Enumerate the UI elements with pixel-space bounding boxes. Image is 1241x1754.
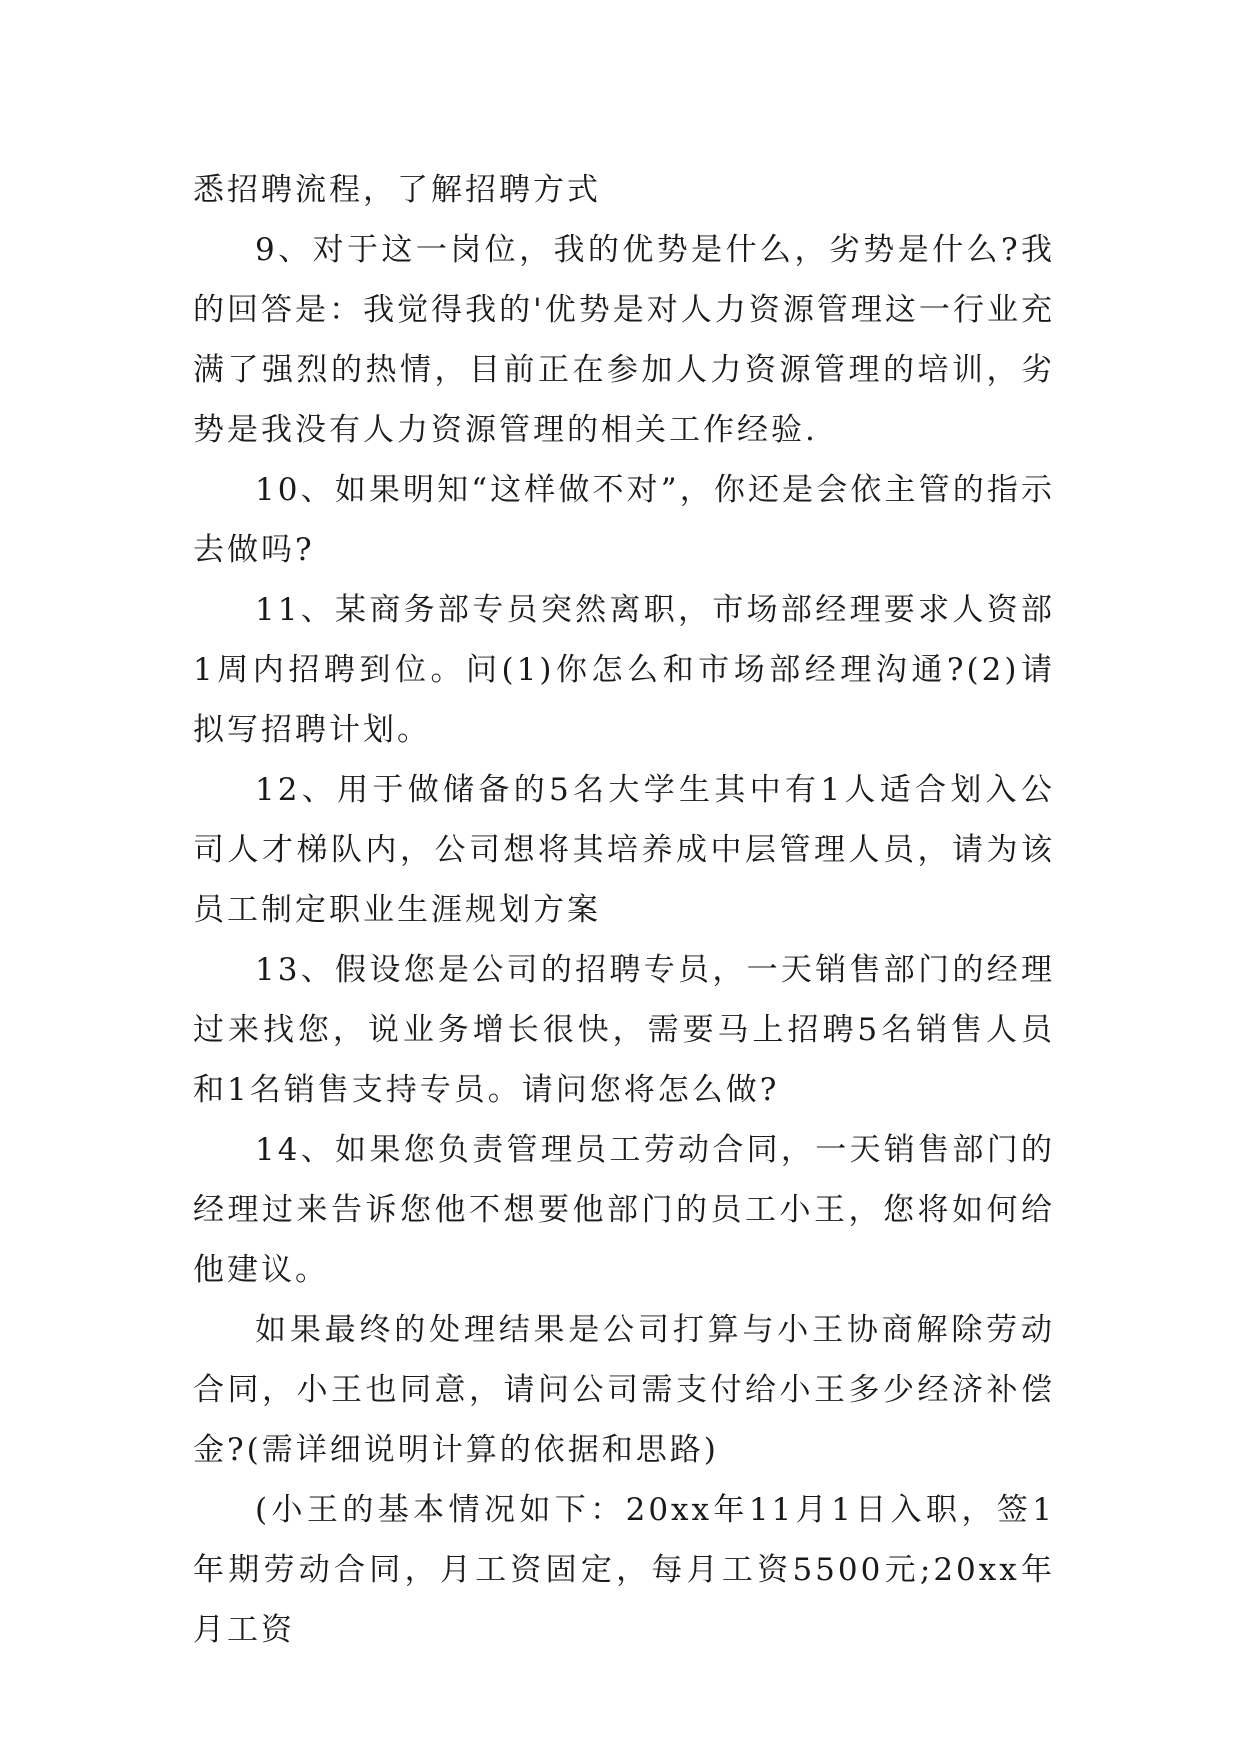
paragraph-compensation-question: 如果最终的处理结果是公司打算与小王协商解除劳动合同，小王也同意，请问公司需支付给小王多少经济补偿金?(需详细说明计算的依据和思路) [193, 1312, 1055, 1468]
paragraph-question-13: 13、假设您是公司的招聘专员，一天销售部门的经理过来找您，说业务增长很快，需要马上招聘5名销售人员和1名销售支持专员。请问您将怎么做? [193, 952, 1055, 1108]
paragraph-question-12: 12、用于做储备的5名大学生其中有1人适合划入公司人才梯队内，公司想将其培养成中层管理人员，请为该员工制定职业生涯规划方案 [193, 772, 1055, 928]
paragraph-question-11: 11、某商务部专员突然离职，市场部经理要求人资部1周内招聘到位。问(1)你怎么和市场部经理沟通?(2)请拟写招聘计划。 [193, 592, 1055, 748]
paragraph-question-10: 10、如果明知“这样做不对”，你还是会依主管的指示去做吗? [193, 472, 1055, 568]
paragraph-question-9: 9、对于这一岗位，我的优势是什么，劣势是什么?我的回答是：我觉得我的'优势是对人力资源管理这一行业充满了强烈的热情，目前正在参加人力资源管理的培训，劣势是我没有人力资源管理的相关工作经验. [193, 232, 1055, 448]
document-body [193, 160, 1055, 1660]
paragraph-continuation: 悉招聘流程，了解招聘方式 [193, 172, 601, 208]
paragraph-background-info: (小王的基本情况如下：20xx年11月1日入职，签1年期劳动合同，月工资固定，每月工资5500元;20xx年月工资 [193, 1492, 1055, 1648]
paragraph-question-14: 14、如果您负责管理员工劳动合同，一天销售部门的经理过来告诉您他不想要他部门的员工小王，您将如何给他建议。 [193, 1132, 1055, 1288]
